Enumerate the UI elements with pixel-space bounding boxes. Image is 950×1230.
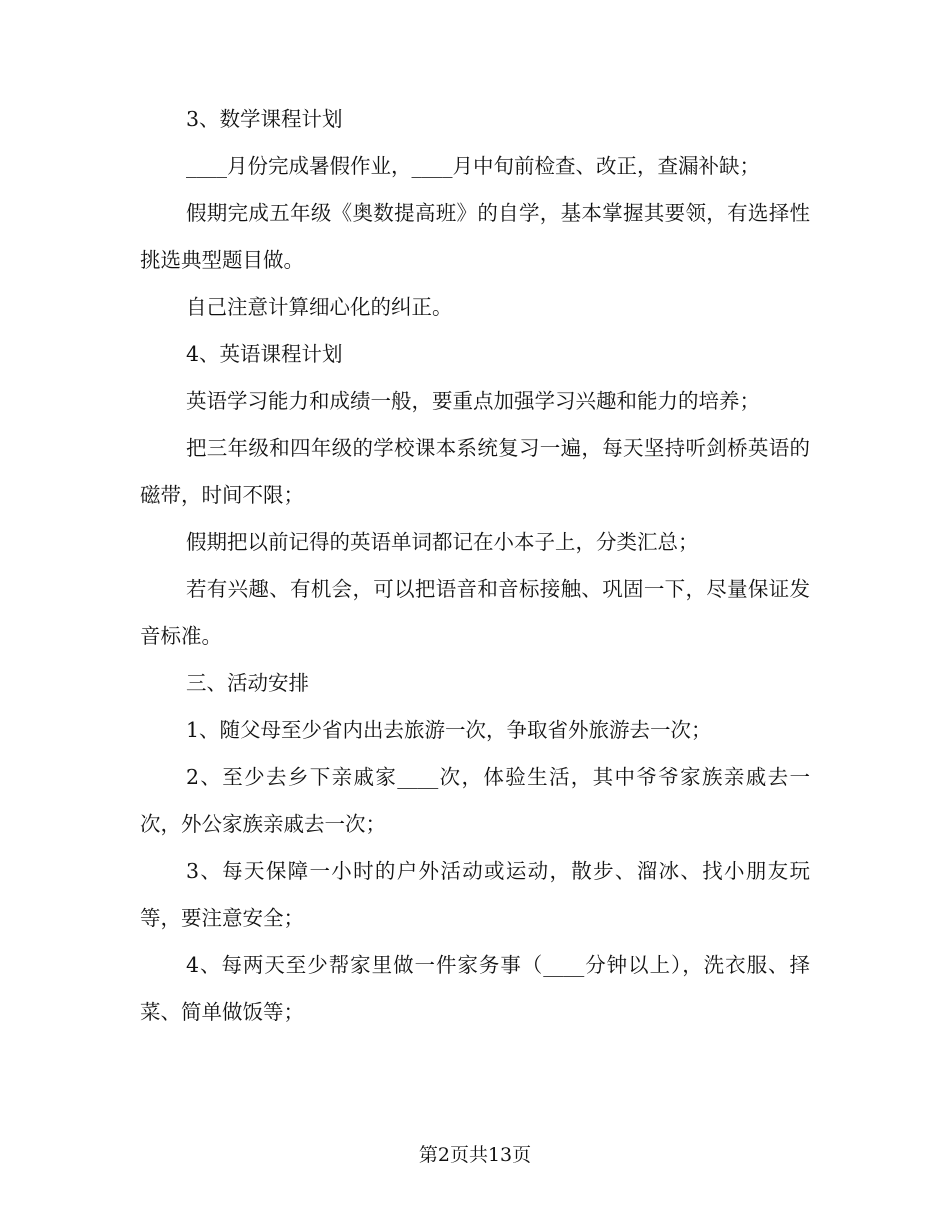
paragraph: 若有兴趣、有机会，可以把语音和音标接触、巩固一下，尽量保证发音标准。 <box>140 577 810 648</box>
paragraph: 2、至少去乡下亲戚家____次，体验生活，其中爷爷家族亲戚去一次，外公家族亲戚去一次； <box>140 765 810 836</box>
heading-english-plan: 4、英语课程计划 <box>186 342 343 366</box>
paragraph: 1、随父母至少省内出去旅游一次，争取省外旅游去一次； <box>186 718 712 742</box>
paragraph: 把三年级和四年级的学校课本系统复习一遍，每天坚持听剑桥英语的磁带，时间不限； <box>140 436 810 507</box>
paragraph: ____月份完成暑假作业，____月中旬前检查、改正，查漏补缺； <box>186 154 760 178</box>
page-number: 第2页共13页 <box>418 1144 532 1166</box>
heading-activities: 三、活动安排 <box>186 671 309 695</box>
paragraph: 假期把以前记得的英语单词都记在小本子上，分类汇总； <box>186 530 699 554</box>
paragraph: 3、每天保障一小时的户外活动或运动，散步、溜冰、找小朋友玩等，要注意安全； <box>140 859 810 930</box>
paragraph: 假期完成五年级《奥数提高班》的自学，基本掌握其要领，有选择性挑选典型题目做。 <box>140 201 810 272</box>
paragraph: 自己注意计算细心化的纠正。 <box>186 295 453 319</box>
paragraph: 4、每两天至少帮家里做一件家务事（____分钟以上），洗衣服、择菜、简单做饭等； <box>140 953 810 1024</box>
document-body <box>140 96 810 1036</box>
paragraph: 英语学习能力和成绩一般，要重点加强学习兴趣和能力的培养； <box>186 389 760 413</box>
heading-math-plan: 3、数学课程计划 <box>186 107 343 131</box>
